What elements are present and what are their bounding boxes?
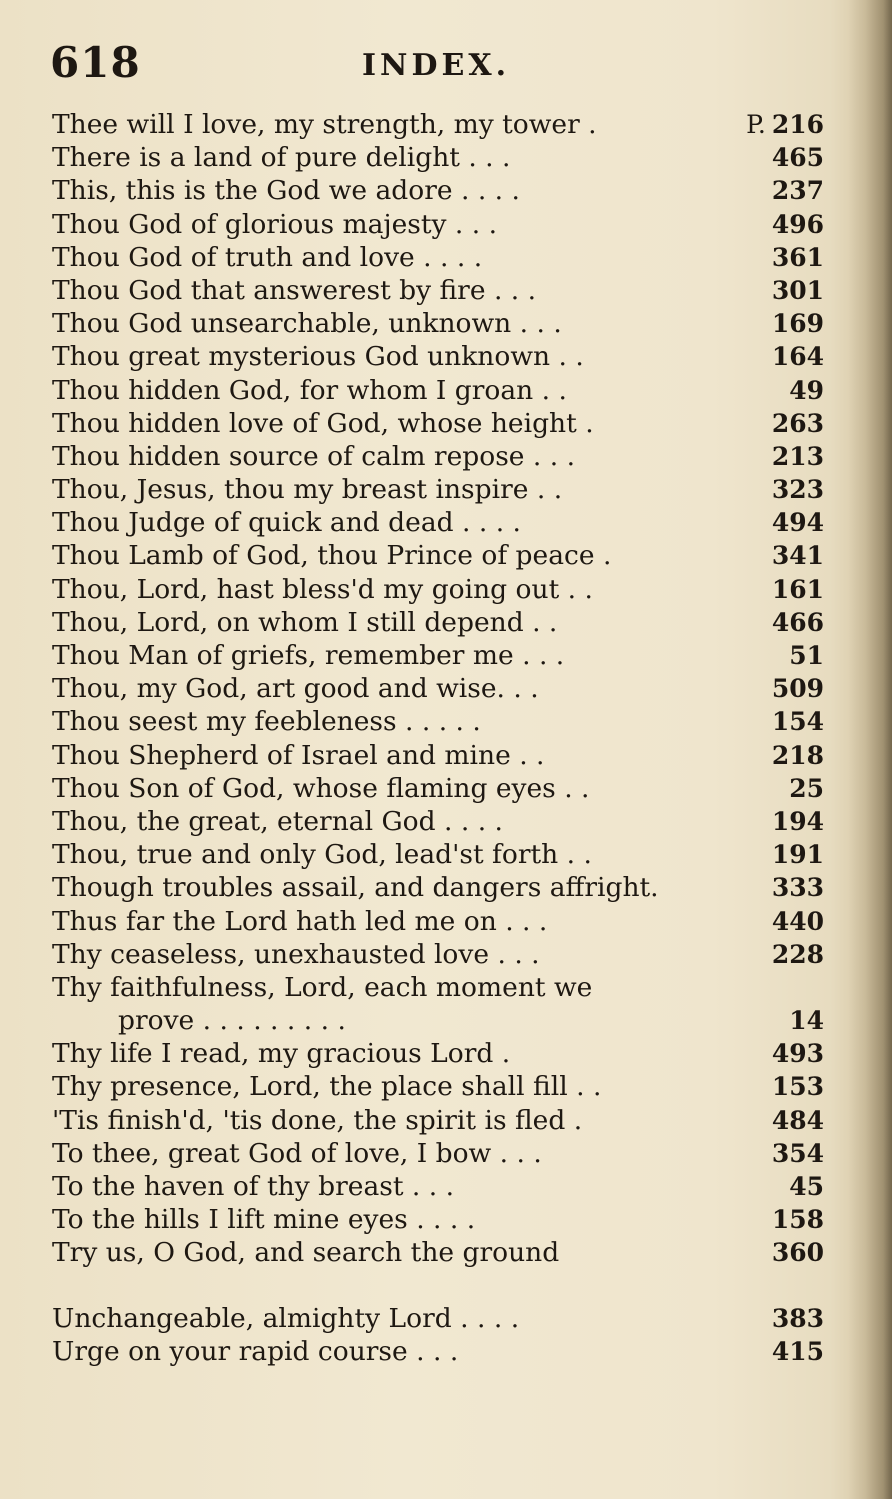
entry-page-number: 194 [771, 806, 824, 836]
entry-first-line: Thee will I love, my strength, my tower . [52, 109, 597, 140]
index-entry [52, 274, 824, 307]
entry-page-number: 153 [771, 1072, 824, 1102]
entry-first-line: 'Tis finish'd, 'tis done, the spirit is fled . [52, 1104, 583, 1136]
index-entry [52, 407, 824, 440]
entry-first-line: Thou God that answerest by fire . . . [52, 274, 537, 306]
entry-page-number: 218 [771, 740, 824, 770]
entry-page-number: 466 [771, 607, 824, 637]
entry-first-line: Thou seest my feebleness . . . . . [52, 706, 481, 738]
entry-page-wrap [772, 539, 824, 572]
entry-page-wrap [789, 1170, 824, 1203]
entry-page-number: 14 [789, 1006, 824, 1036]
entry-page-number: 191 [771, 840, 824, 870]
entry-first-line: Thou, Lord, hast bless'd my going out . . [52, 573, 593, 605]
entry-first-line: Thy faithfulness, Lord, each moment we [52, 971, 593, 1003]
entry-first-line: Thou, true and only God, lead'st forth . . [52, 839, 592, 871]
entry-first-line: Thou Man of griefs, remember me . . . [52, 640, 565, 671]
entry-page-number: 354 [771, 1138, 824, 1168]
entry-page-number: 509 [771, 674, 824, 704]
entry-page-wrap [772, 672, 824, 705]
entry-page-number: 169 [771, 309, 824, 339]
entry-page-number: 496 [771, 209, 824, 239]
entry-page-number: 301 [771, 275, 824, 305]
entry-page-number: 237 [771, 176, 824, 206]
entry-first-line: Thou, my God, art good and wise. . . [52, 673, 539, 705]
entry-first-line: Thou hidden God, for whom I groan . . [52, 374, 567, 406]
entry-first-line: Urge on your rapid course . . . [52, 1335, 459, 1367]
index-entry [52, 1335, 824, 1368]
index-entry [52, 141, 824, 174]
entry-first-line: Thou God of glorious majesty . . . [52, 208, 498, 240]
entry-first-line: Thou, Jesus, thou my breast inspire . . [52, 474, 563, 506]
index-entry [52, 1037, 824, 1070]
entry-page-wrap [772, 208, 824, 241]
entry-page-wrap [772, 1037, 824, 1070]
entry-page-number: 228 [771, 939, 824, 969]
entry-page-number: 25 [789, 773, 824, 803]
entry-page-wrap [789, 639, 824, 672]
index-entry [52, 573, 824, 606]
index-entry [52, 739, 824, 772]
index-entry [52, 672, 824, 705]
entry-page-wrap [772, 274, 824, 307]
entry-page-number: 323 [771, 475, 824, 505]
entry-first-line: Thou, the great, eternal God . . . . [52, 805, 503, 837]
entry-page-number: 415 [771, 1336, 824, 1366]
entry-page-wrap [772, 473, 824, 506]
index-entry [52, 971, 824, 1004]
index-entry [52, 639, 824, 672]
page-edge-shadow [848, 0, 892, 1499]
entry-page-wrap [789, 374, 824, 407]
page-title: INDEX. [362, 48, 511, 83]
index-entry [52, 1203, 824, 1236]
page-prefix: P. [746, 110, 766, 139]
index-entry [52, 1302, 824, 1335]
entry-page-number: 484 [771, 1105, 824, 1135]
index-entry [52, 1070, 824, 1103]
entry-page-number: 45 [789, 1172, 824, 1201]
index-entry [52, 340, 824, 373]
entry-page-number: 49 [789, 375, 824, 405]
entry-page-number: 213 [771, 441, 824, 471]
index-entry [52, 772, 824, 805]
entry-page-wrap [772, 407, 824, 440]
entry-page-wrap [772, 938, 824, 971]
index-entry [52, 506, 824, 539]
entry-first-line: Try us, O God, and search the ground [52, 1237, 560, 1269]
entry-first-line: Thou Shepherd of Israel and mine . . [52, 739, 545, 771]
entry-first-line: To thee, great God of love, I bow . . . [52, 1137, 542, 1169]
entry-page-number: 341 [771, 541, 824, 571]
entry-page-wrap [772, 871, 824, 904]
entry-page-wrap [772, 1302, 824, 1335]
entry-first-line: Thy ceaseless, unexhausted love . . . [52, 938, 540, 970]
entry-page-number: 493 [771, 1039, 824, 1069]
entry-first-line: Thy life I read, my gracious Lord . [52, 1038, 511, 1070]
index-entry [52, 307, 824, 340]
index-entry [52, 539, 824, 572]
index-entry [52, 108, 824, 141]
entry-page-number: 383 [771, 1303, 824, 1333]
entry-first-line: Thou hidden love of God, whose height . [52, 407, 594, 439]
entry-first-line: This, this is the God we adore . . . . [52, 175, 520, 207]
index-entry [52, 473, 824, 506]
entry-first-line: Thou God unsearchable, unknown . . . [52, 308, 562, 340]
entry-page-number: 161 [771, 574, 824, 604]
entry-page-number: 360 [771, 1238, 824, 1268]
entry-page-wrap [772, 739, 824, 772]
index-entry [52, 241, 824, 274]
entry-page-number: 333 [771, 873, 824, 903]
entry-first-line: Thou, Lord, on whom I still depend . . [52, 606, 558, 638]
entry-page-number: 361 [771, 242, 824, 272]
entry-first-line: To the haven of thy breast . . . [52, 1171, 455, 1202]
entry-page-wrap [772, 241, 824, 274]
index-entry [52, 606, 824, 639]
index-entry [52, 805, 824, 838]
entry-first-line: Unchangeable, almighty Lord . . . . [52, 1302, 520, 1334]
entry-page-wrap [772, 307, 824, 340]
index-entry [52, 208, 824, 241]
entry-page-number: 164 [771, 342, 824, 372]
entry-page-wrap [772, 1104, 824, 1137]
entry-page-wrap [746, 108, 824, 141]
entry-first-line: Thou Son of God, whose flaming eyes . . [52, 772, 590, 804]
entry-first-line: Thou great mysterious God unknown . . [52, 341, 584, 373]
entry-page-wrap [772, 1236, 824, 1269]
entry-page-wrap [789, 772, 824, 805]
section-gap [52, 1270, 824, 1302]
entry-page-wrap [772, 1070, 824, 1103]
index-entry [52, 440, 824, 473]
entry-page-wrap [772, 838, 824, 871]
entry-page-number: 440 [771, 906, 824, 936]
index-entry [52, 871, 824, 904]
entry-first-line: prove . . . . . . . . . [118, 1005, 346, 1037]
page-number: 618 [50, 38, 141, 87]
entry-page-number: 154 [771, 707, 824, 737]
entry-page-wrap [772, 440, 824, 473]
entry-first-line: Thy presence, Lord, the place shall fill . . [52, 1071, 602, 1103]
entry-page-wrap [772, 606, 824, 639]
index-list [52, 108, 824, 1368]
index-entry [52, 374, 824, 407]
index-entry [52, 174, 824, 207]
entry-page-wrap [772, 905, 824, 938]
index-entry [52, 1137, 824, 1170]
entry-page-wrap [772, 805, 824, 838]
entry-page-number: 158 [771, 1205, 824, 1235]
index-entry [52, 938, 824, 971]
entry-page-wrap [789, 1004, 824, 1037]
index-entry [52, 1236, 824, 1269]
entry-first-line: To the hills I lift mine eyes . . . . [52, 1204, 476, 1236]
entry-page-wrap [772, 174, 824, 207]
entry-page-number: 494 [771, 508, 824, 538]
entry-page-number: 51 [789, 641, 824, 670]
entry-first-line: Thou hidden source of calm repose . . . [52, 440, 576, 472]
index-entry [52, 1170, 824, 1203]
entry-page-wrap [772, 1137, 824, 1170]
index-entry [52, 838, 824, 871]
entry-page-wrap [772, 705, 824, 738]
entry-first-line: Thou Judge of quick and dead . . . . [52, 507, 521, 539]
page-header [50, 38, 830, 98]
entry-first-line: Though troubles assail, and dangers affright. [52, 872, 659, 904]
entry-page-wrap [772, 1203, 824, 1236]
index-entry [52, 1004, 824, 1037]
entry-page-wrap [772, 1335, 824, 1368]
entry-first-line: Thou Lamb of God, thou Prince of peace . [52, 540, 612, 572]
entry-page-number: 263 [771, 408, 824, 438]
entry-page-wrap [772, 141, 824, 174]
entry-page-wrap [772, 340, 824, 373]
entry-first-line: Thou God of truth and love . . . . [52, 241, 483, 273]
entry-page-wrap [772, 506, 824, 539]
entry-first-line: Thus far the Lord hath led me on . . . [52, 905, 548, 937]
entry-page-number: 465 [771, 143, 824, 173]
index-entry [52, 705, 824, 738]
entry-first-line: There is a land of pure delight . . . [52, 142, 511, 174]
index-entry [52, 905, 824, 938]
entry-page-number: 216 [771, 110, 824, 139]
entry-page-wrap [772, 573, 824, 606]
index-entry [52, 1104, 824, 1137]
